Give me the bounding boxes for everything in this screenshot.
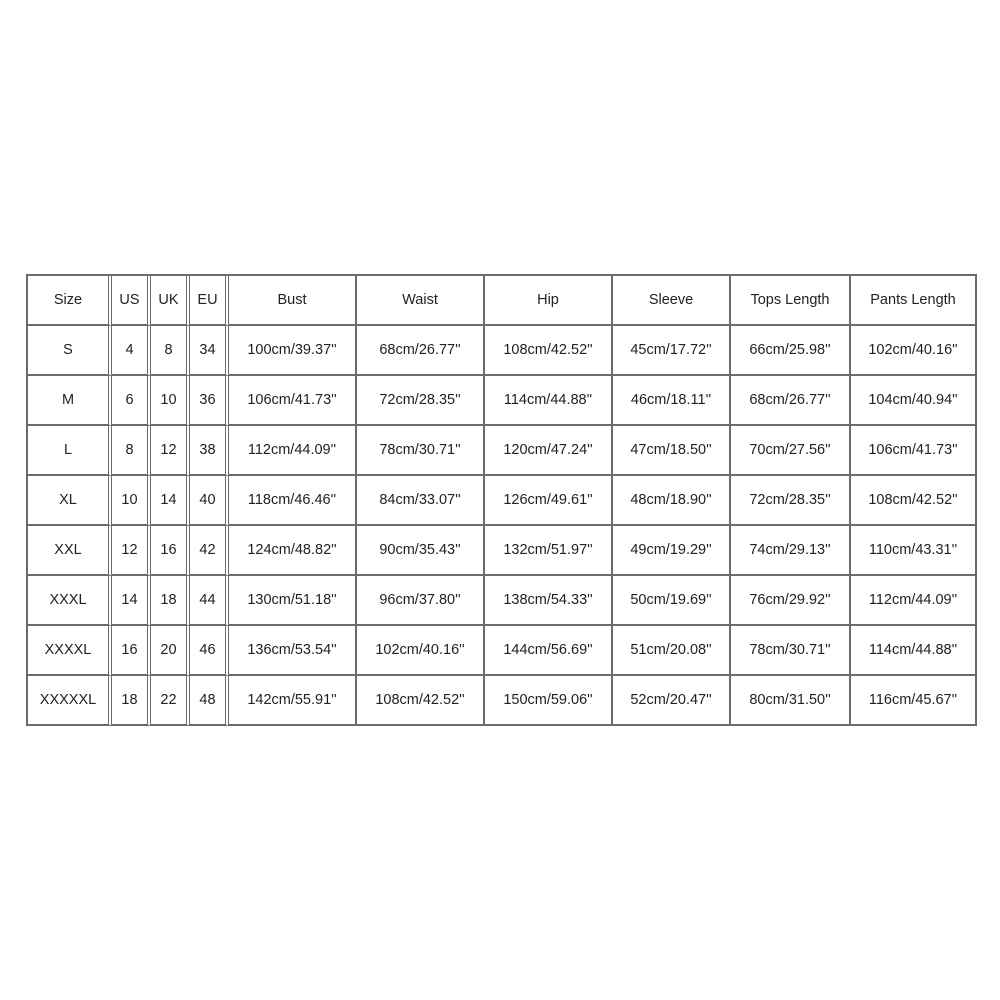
cell-pants-length: 104cm/40.94''	[851, 376, 977, 426]
header-pants-length: Pants Length	[851, 276, 977, 326]
cell-us: 12	[112, 526, 151, 576]
cell-bust: 112cm/44.09''	[229, 426, 357, 476]
cell-tops-length: 78cm/30.71''	[731, 626, 851, 676]
cell-sleeve: 47cm/18.50''	[613, 426, 731, 476]
cell-uk: 18	[151, 576, 190, 626]
cell-hip: 120cm/47.24''	[485, 426, 613, 476]
cell-us: 8	[112, 426, 151, 476]
cell-uk: 8	[151, 326, 190, 376]
cell-size: M	[28, 376, 112, 426]
cell-uk: 16	[151, 526, 190, 576]
cell-size: XXXXL	[28, 626, 112, 676]
header-sleeve: Sleeve	[613, 276, 731, 326]
cell-bust: 100cm/39.37''	[229, 326, 357, 376]
header-bust: Bust	[229, 276, 357, 326]
cell-hip: 144cm/56.69''	[485, 626, 613, 676]
cell-size: XXL	[28, 526, 112, 576]
cell-size: L	[28, 426, 112, 476]
cell-size: XL	[28, 476, 112, 526]
cell-tops-length: 74cm/29.13''	[731, 526, 851, 576]
cell-eu: 46	[190, 626, 229, 676]
cell-waist: 78cm/30.71''	[357, 426, 485, 476]
cell-bust: 118cm/46.46''	[229, 476, 357, 526]
cell-tops-length: 68cm/26.77''	[731, 376, 851, 426]
cell-waist: 68cm/26.77''	[357, 326, 485, 376]
cell-hip: 138cm/54.33''	[485, 576, 613, 626]
cell-sleeve: 51cm/20.08''	[613, 626, 731, 676]
cell-sleeve: 49cm/19.29''	[613, 526, 731, 576]
cell-uk: 14	[151, 476, 190, 526]
cell-waist: 72cm/28.35''	[357, 376, 485, 426]
cell-pants-length: 106cm/41.73''	[851, 426, 977, 476]
header-us: US	[112, 276, 151, 326]
cell-sleeve: 52cm/20.47''	[613, 676, 731, 726]
cell-waist: 90cm/35.43''	[357, 526, 485, 576]
cell-bust: 106cm/41.73''	[229, 376, 357, 426]
cell-pants-length: 114cm/44.88''	[851, 626, 977, 676]
table-row	[28, 426, 977, 476]
size-chart-body	[28, 326, 977, 726]
cell-hip: 114cm/44.88''	[485, 376, 613, 426]
cell-sleeve: 46cm/18.11''	[613, 376, 731, 426]
cell-pants-length: 102cm/40.16''	[851, 326, 977, 376]
header-hip: Hip	[485, 276, 613, 326]
header-size: Size	[28, 276, 112, 326]
header-tops-length: Tops Length	[731, 276, 851, 326]
cell-tops-length: 80cm/31.50''	[731, 676, 851, 726]
cell-uk: 20	[151, 626, 190, 676]
cell-bust: 142cm/55.91''	[229, 676, 357, 726]
cell-eu: 34	[190, 326, 229, 376]
cell-us: 16	[112, 626, 151, 676]
cell-pants-length: 110cm/43.31''	[851, 526, 977, 576]
table-row	[28, 526, 977, 576]
cell-eu: 48	[190, 676, 229, 726]
cell-waist: 84cm/33.07''	[357, 476, 485, 526]
cell-bust: 136cm/53.54''	[229, 626, 357, 676]
size-chart-table	[26, 274, 977, 726]
cell-pants-length: 116cm/45.67''	[851, 676, 977, 726]
cell-sleeve: 45cm/17.72''	[613, 326, 731, 376]
header-row	[28, 276, 977, 326]
cell-bust: 124cm/48.82''	[229, 526, 357, 576]
cell-hip: 108cm/42.52''	[485, 326, 613, 376]
cell-size: S	[28, 326, 112, 376]
cell-size: XXXL	[28, 576, 112, 626]
cell-uk: 22	[151, 676, 190, 726]
cell-tops-length: 76cm/29.92''	[731, 576, 851, 626]
table-row	[28, 626, 977, 676]
cell-us: 18	[112, 676, 151, 726]
header-eu: EU	[190, 276, 229, 326]
header-uk: UK	[151, 276, 190, 326]
cell-pants-length: 112cm/44.09''	[851, 576, 977, 626]
size-chart	[26, 274, 975, 724]
cell-hip: 126cm/49.61''	[485, 476, 613, 526]
cell-hip: 132cm/51.97''	[485, 526, 613, 576]
cell-us: 4	[112, 326, 151, 376]
table-row	[28, 676, 977, 726]
table-row	[28, 376, 977, 426]
header-waist: Waist	[357, 276, 485, 326]
cell-bust: 130cm/51.18''	[229, 576, 357, 626]
cell-eu: 44	[190, 576, 229, 626]
cell-eu: 40	[190, 476, 229, 526]
cell-waist: 102cm/40.16''	[357, 626, 485, 676]
cell-waist: 96cm/37.80''	[357, 576, 485, 626]
cell-sleeve: 50cm/19.69''	[613, 576, 731, 626]
cell-eu: 36	[190, 376, 229, 426]
cell-eu: 38	[190, 426, 229, 476]
cell-us: 10	[112, 476, 151, 526]
cell-pants-length: 108cm/42.52''	[851, 476, 977, 526]
cell-us: 6	[112, 376, 151, 426]
cell-uk: 10	[151, 376, 190, 426]
table-row	[28, 576, 977, 626]
cell-sleeve: 48cm/18.90''	[613, 476, 731, 526]
cell-waist: 108cm/42.52''	[357, 676, 485, 726]
cell-hip: 150cm/59.06''	[485, 676, 613, 726]
cell-uk: 12	[151, 426, 190, 476]
cell-tops-length: 66cm/25.98''	[731, 326, 851, 376]
cell-eu: 42	[190, 526, 229, 576]
cell-size: XXXXXL	[28, 676, 112, 726]
cell-tops-length: 70cm/27.56''	[731, 426, 851, 476]
table-row	[28, 476, 977, 526]
table-row	[28, 326, 977, 376]
cell-tops-length: 72cm/28.35''	[731, 476, 851, 526]
cell-us: 14	[112, 576, 151, 626]
